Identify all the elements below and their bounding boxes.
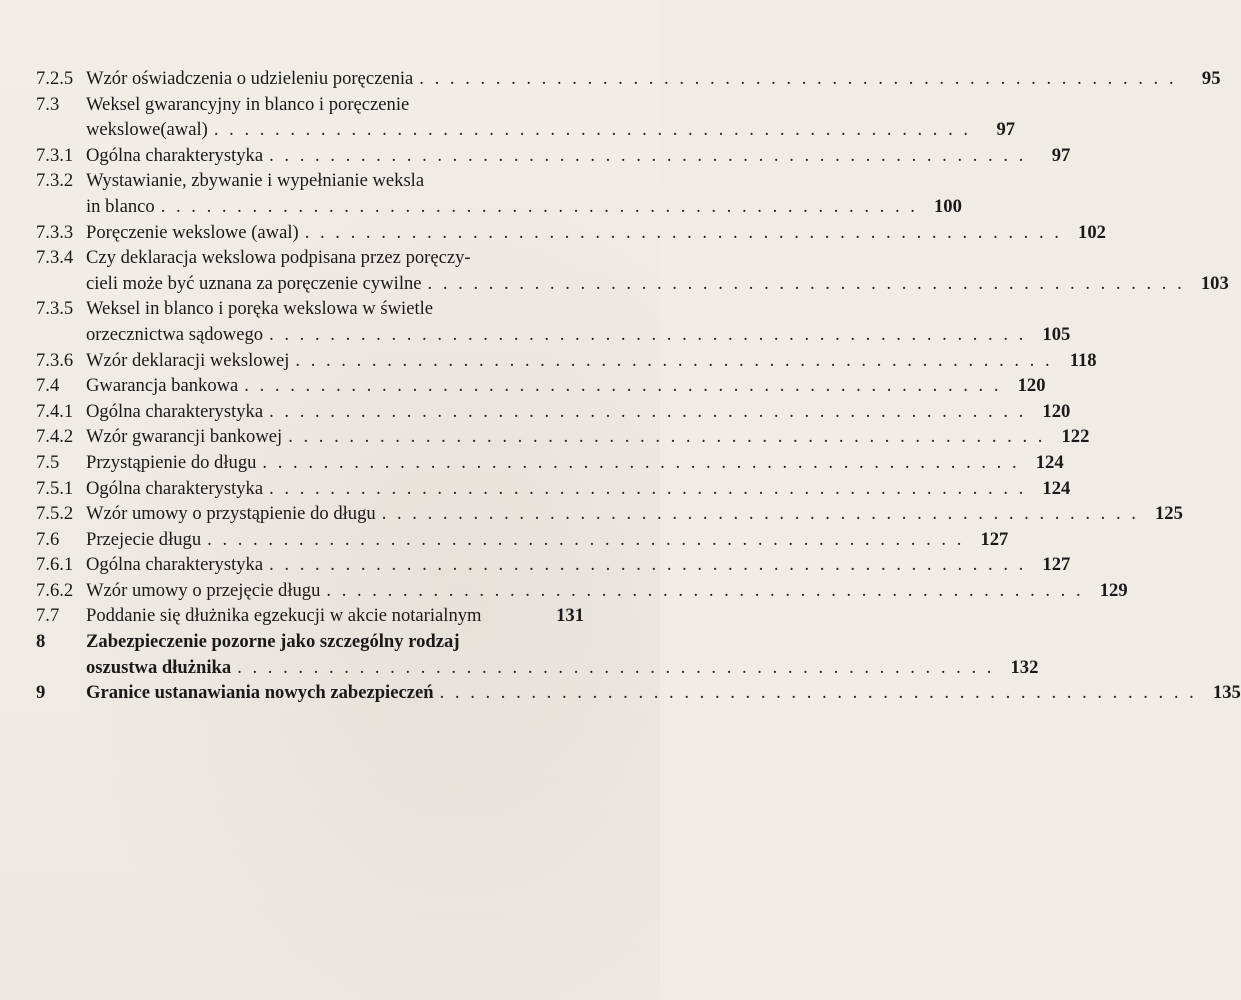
toc-entry-number: 7.4.2 — [36, 426, 74, 448]
toc-entry-number: 7.6.2 — [36, 579, 74, 601]
dot-leader: . . . . . . . . . . . . . . . . . . . . . . . . . . . . . . . . . . . . . . . . . . . . . . . . . . — [269, 554, 1027, 576]
toc-entry-number: 7.3.1 — [36, 144, 74, 166]
toc-entry-title: Przejecie długu — [86, 528, 202, 550]
toc-entry-page: 120 — [1017, 375, 1046, 397]
dot-leader: . . . . . . . . . . . . . . . . . . . . . . . . . . . . . . . . . . . . . . . . . . . . . . . . . . — [326, 579, 1084, 601]
toc-entry-page: 120 — [1042, 400, 1071, 422]
toc-entry-number: 8 — [36, 631, 46, 653]
dot-leader: . . . . . . . . . . . . . . . . . . . . . . . . . . . . . . . . . . . . . . . . . . . . . . . . . . — [269, 323, 1027, 345]
toc-entry-number: 7.4 — [36, 375, 60, 397]
toc-entry-title: Poręczenie wekslowe (awal) — [86, 221, 299, 243]
toc-entry — [36, 603, 584, 629]
toc-entry-title: Wzór umowy o przystąpienie do długu — [86, 503, 376, 525]
toc-entry-page: 127 — [1042, 554, 1071, 576]
toc-entry — [36, 92, 1016, 143]
toc-entry-number: 7.3 — [36, 93, 60, 115]
toc-entry-number: 9 — [36, 682, 46, 704]
toc-entry-number: 7.2.5 — [36, 68, 74, 89]
toc-entry-title: Wzór deklaracji wekslowej — [86, 349, 290, 371]
toc-entry-number: 7.3.4 — [36, 247, 74, 269]
toc-entry-title: Przystąpienie do długu — [86, 451, 257, 473]
dot-leader: . . . . . . . . . . . . . . . . . . . . . . . . . . . . . . . . . . . . . . . . . . . . . . . . . . — [269, 400, 1027, 422]
toc-entry-title: in blanco — [86, 195, 155, 217]
toc-entry-title: Poddanie się dłużnika egzekucji w akcie notarialnym — [86, 605, 482, 627]
toc-entry-page: 132 — [1010, 656, 1039, 678]
toc-entry-title: Weksel gwarancyjny in blanco i poręczenie — [86, 93, 410, 115]
toc-entry-number: 7.4.1 — [36, 400, 74, 422]
dot-leader: . . . . . . . . . . . . . . . . . . . . . . . . . . . . . . . . . . . . . . . . . . . . . . . . . . — [207, 528, 965, 550]
toc-entry — [36, 245, 1229, 296]
dot-leader: . . . . . . . . . . . . . . . . . . . . . . . . . . . . . . . . . . . . . . . . . . . . . . . . . . — [269, 144, 1027, 166]
toc-entry — [36, 680, 1241, 706]
toc-entry-page: 100 — [934, 195, 962, 217]
toc-entry-page: 129 — [1099, 579, 1128, 601]
dot-leader: . . . . . . . . . . . . . . . . . . . . . . . . . . . . . . . . . . . . . . . . . . . . . . . . . . — [381, 503, 1139, 525]
toc-entry-number: 7.5 — [36, 451, 60, 473]
toc-entry-title: Wystawianie, zbywanie i wypełnianie weksla — [86, 170, 425, 192]
dot-leader: . . . . . . . . . . . . . . . . . . . . . . . . . . . . . . . . . . . . . . . . . . . . . . . . . . — [269, 477, 1027, 499]
toc-entry — [36, 399, 1071, 425]
toc-entry-number: 7.5.1 — [36, 477, 74, 499]
toc-entry-number: 7.3.3 — [36, 221, 74, 243]
toc-entry — [36, 66, 1221, 92]
toc-entry-title: Ogólna charakterystyka — [86, 477, 264, 499]
dot-leader: . . . . . . . . . . . . . . . . . . . . . . . . . . . . . . . . . . . . . . . . . . . . . . . . . . — [160, 195, 918, 217]
toc-entry-title: wekslowe(awal) — [86, 119, 208, 141]
toc-entry-title: Weksel in blanco i poręka wekslowa w świetle — [86, 298, 434, 320]
toc-entry-title: Ogólna charakterystyka — [86, 554, 264, 576]
toc-entry-title: Wzór umowy o przejęcie długu — [86, 579, 321, 601]
toc-entry-title: Ogólna charakterystyka — [86, 144, 264, 166]
table-of-contents — [36, 66, 1241, 706]
toc-entry-page: 131 — [556, 605, 584, 627]
toc-entry — [36, 168, 962, 219]
dot-leader: . . . . . . . . . . . . . . . . . . . . . . . . . . . . . . . . . . . . . . . . . . . . . . . . . . — [244, 375, 1002, 397]
toc-entry — [36, 296, 1071, 347]
toc-entry-page: 118 — [1069, 349, 1097, 371]
toc-entry-number: 7.7 — [36, 605, 60, 627]
dot-leader: . . . . . . . . . . . . . . . . . . . . . . . . . . . . . . . . . . . . . . . . . . . . . . . . . . — [439, 682, 1197, 704]
toc-entry — [36, 501, 1183, 527]
toc-entry-page: 102 — [1078, 221, 1106, 243]
dot-leader: . . . . . . . . . . . . . . . . . . . . . . . . . . . . . . . . . . . . . . . . . . . . . . . . . . — [304, 221, 1062, 243]
toc-entry — [36, 424, 1090, 450]
dot-leader: . . . . . . . . . . . . . . . . . . . . . . . . . . . . . . . . . . . . . . . . . . . . . . . . . . — [295, 349, 1053, 371]
dot-leader: . . . . . . . . . . . . . . . . . . . . . . . . . . . . . . . . . . . . . . . . . . . . . . . . . . — [237, 656, 995, 678]
toc-entry-title: Wzór gwarancji bankowej — [86, 426, 283, 448]
toc-entry-title: Zabezpieczenie pozorne jako szczególny rodzaj — [86, 631, 460, 653]
toc-entry — [36, 578, 1128, 604]
dot-leader: . . . . . . . . . . . . . . . . . . . . . . . . . . . . . . . . . . . . . . . . . . . . . . . . . . — [288, 426, 1046, 448]
toc-entry-number: 7.3.5 — [36, 298, 74, 320]
toc-entry-page: 105 — [1042, 323, 1071, 345]
toc-entry-page: 103 — [1200, 272, 1229, 294]
toc-entry-page: 125 — [1155, 503, 1183, 525]
toc-entry-page: 127 — [980, 528, 1009, 550]
toc-entry-title: oszustwa dłużnika — [86, 656, 232, 678]
toc-entry-number: 7.3.6 — [36, 349, 74, 371]
toc-entry — [36, 450, 1064, 476]
toc-entry-page: 124 — [1042, 477, 1071, 499]
toc-entry-number: 7.6 — [36, 528, 60, 550]
toc-entry-page: 97 — [996, 119, 1016, 141]
toc-entry-title: Czy deklaracja wekslowa podpisana przez poręczy- — [86, 247, 471, 269]
toc-entry — [36, 476, 1071, 502]
toc-entry-title: Granice ustanawiania nowych zabezpieczeń — [86, 682, 434, 704]
toc-entry-number: 7.3.2 — [36, 170, 74, 192]
toc-entry-title: cieli może być uznana za poręczenie cywilne — [86, 272, 422, 294]
toc-entry — [36, 629, 1039, 680]
toc-entry-title: orzecznictwa sądowego — [86, 323, 264, 345]
toc-entry — [36, 220, 1106, 246]
dot-leader: . . . . . . . . . . . . . . . . . . . . . . . . . . . . . . . . . . . . . . . . . . . . . . . . . . — [262, 451, 1020, 473]
dot-leader: . . . . . . . . . . . . . . . . . . . . . . . . . . . . . . . . . . . . . . . . . . . . . . . . . . — [427, 272, 1185, 294]
toc-entry-number: 7.5.2 — [36, 503, 74, 525]
toc-entry-page: 122 — [1061, 426, 1090, 448]
toc-entry-page: 95 — [1201, 68, 1221, 89]
toc-entry-title: Gwarancja bankowa — [86, 375, 239, 397]
dot-leader: . . . . . . . . . . . . . . . . . . . . . . . . . . . . . . . . . . . . . . . . . . . . . . . . . . — [213, 119, 972, 141]
toc-entry — [36, 552, 1071, 578]
toc-entry — [36, 348, 1097, 374]
toc-entry-title: Wzór oświadczenia o udzieleniu poręczenia — [86, 68, 414, 89]
toc-entry — [36, 373, 1046, 399]
toc-entry-page: 135 — [1212, 682, 1241, 704]
toc-entry-number: 7.6.1 — [36, 554, 74, 576]
toc-entry-page: 97 — [1051, 144, 1071, 166]
toc-entry — [36, 143, 1071, 169]
dot-leader: . . . . . . . . . . . . . . . . . . . . . . . . . . . . . . . . . . . . . . . . . . . . . . . . . . — [419, 68, 1177, 89]
toc-entry-page: 124 — [1035, 451, 1064, 473]
toc-entry — [36, 527, 1009, 553]
toc-entry-title: Ogólna charakterystyka — [86, 400, 264, 422]
